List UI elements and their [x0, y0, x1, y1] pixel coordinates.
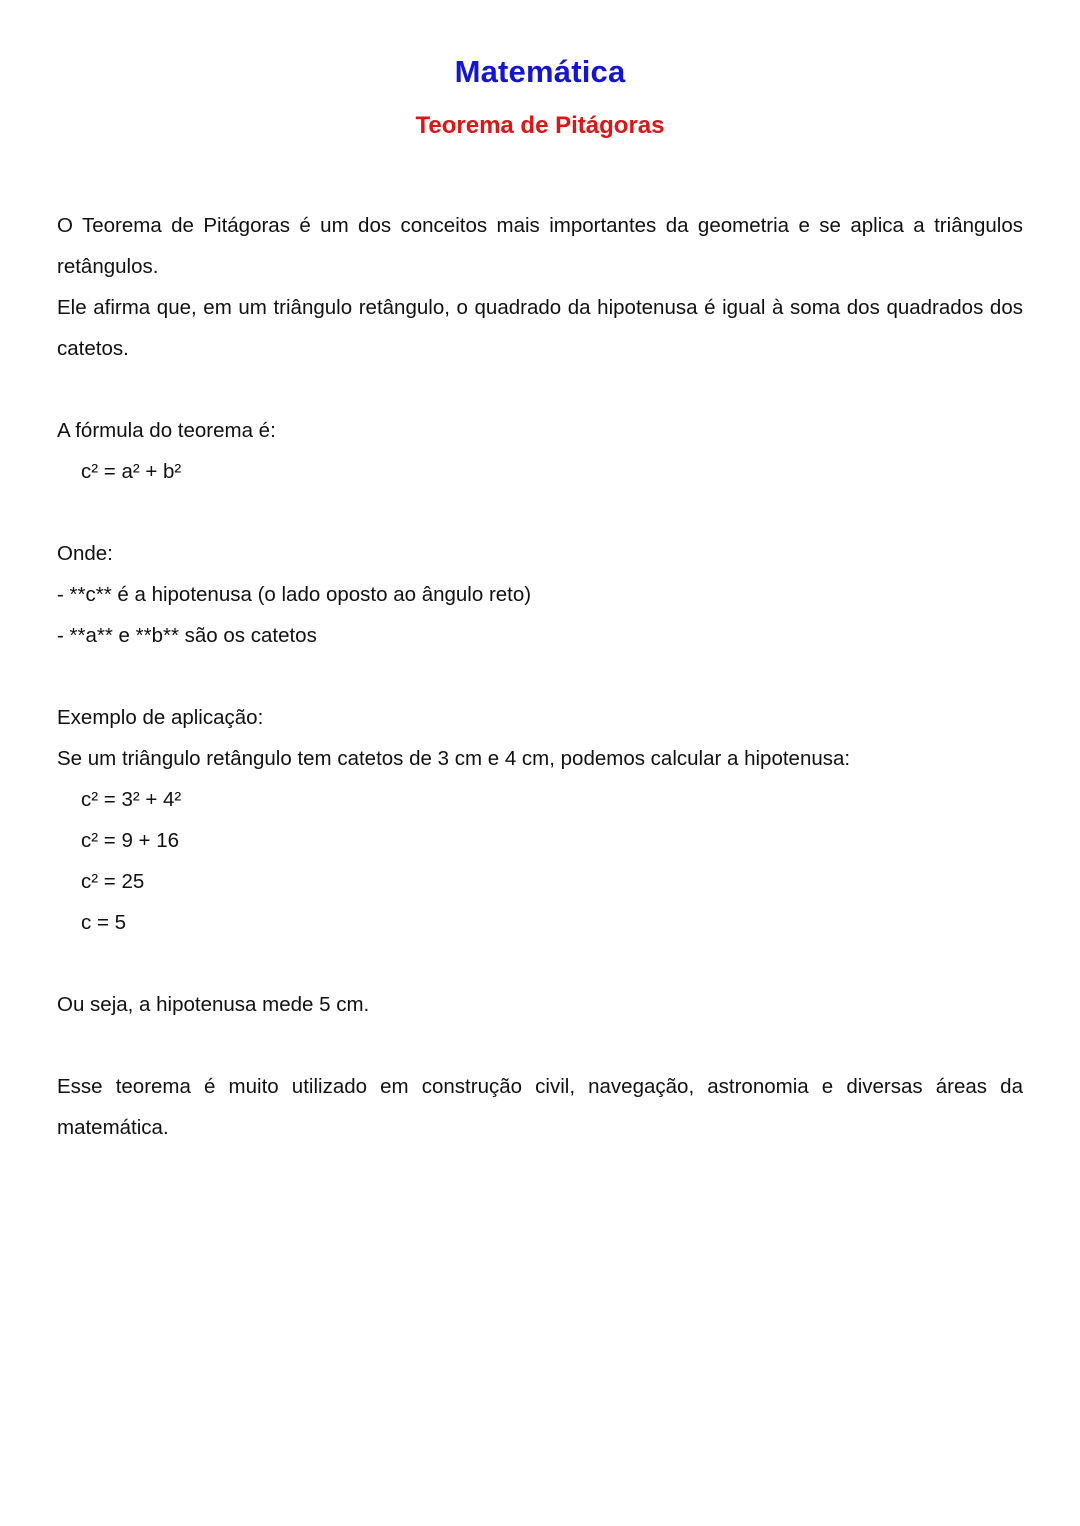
intro-paragraph-1: O Teorema de Pitágoras é um dos conceitos mais importantes da geometria e se aplica a triângulos retângulos.: [57, 214, 1023, 278]
spacer: [57, 369, 1023, 410]
example-step: c² = 9 + 16: [81, 829, 180, 852]
example-step: c² = 25: [81, 870, 145, 893]
spacer: [57, 943, 1023, 984]
example-step: c² = 3² + 4²: [81, 788, 182, 811]
spacer: [57, 1025, 1023, 1066]
example-step: c = 5: [81, 911, 127, 934]
document-body: [57, 205, 1023, 1148]
spacer: [57, 656, 1023, 697]
closing-paragraph: Esse teorema é muito utilizado em construção civil, navegação, astronomia e diversas áreas da matemática.: [57, 1075, 1023, 1139]
document-subtitle: Teorema de Pitágoras: [415, 112, 665, 139]
formula-label: A fórmula do teorema é:: [57, 419, 276, 442]
formula: c² = a² + b²: [81, 460, 182, 483]
intro-paragraph-2: Ele afirma que, em um triângulo retângulo, o quadrado da hipotenusa é igual à soma dos quadrados dos catetos.: [57, 296, 1023, 360]
spacer: [57, 492, 1023, 533]
where-label: Onde:: [57, 542, 113, 565]
example-intro: Se um triângulo retângulo tem catetos de 3 cm e 4 cm, podemos calcular a hipotenusa:: [57, 747, 851, 770]
where-item: - **a** e **b** são os catetos: [57, 624, 317, 647]
example-label: Exemplo de aplicação:: [57, 706, 264, 729]
document-title: Matemática: [454, 54, 626, 89]
conclusion: Ou seja, a hipotenusa mede 5 cm.: [57, 993, 370, 1016]
where-item: - **c** é a hipotenusa (o lado oposto ao ângulo reto): [57, 583, 532, 606]
